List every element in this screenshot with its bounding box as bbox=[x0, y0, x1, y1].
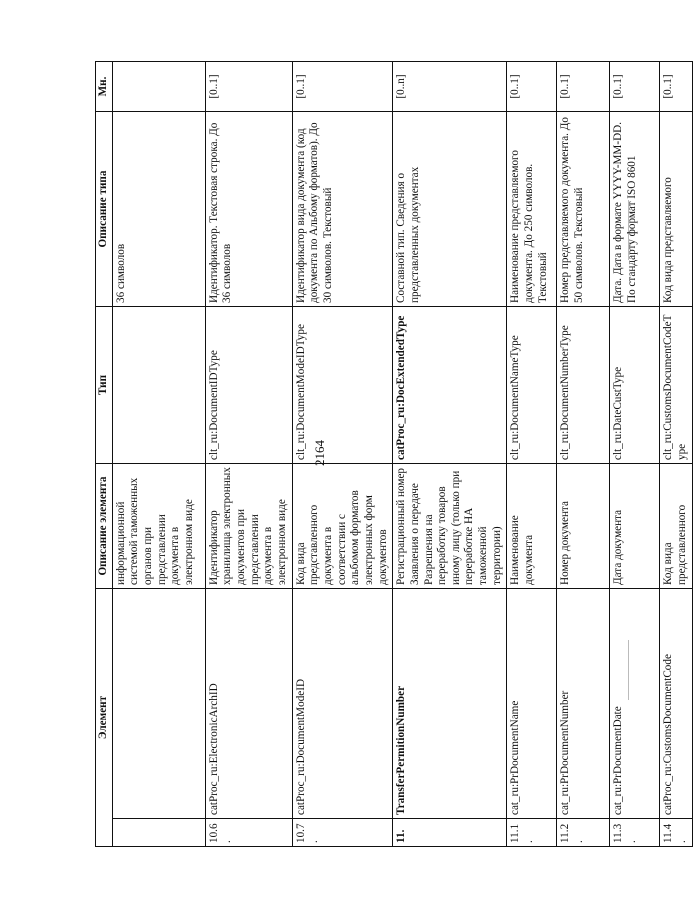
row-type-description: Номер представляемого документа. До 50 символов. Текстовый bbox=[557, 112, 610, 307]
elements-table bbox=[95, 61, 693, 847]
row-number: 11.1. bbox=[507, 819, 557, 847]
row-type-description: Идентификатор вида документа (код документа по Альбому форматов). До 30 символов. Текстовый bbox=[292, 112, 393, 307]
row-type: clt_ru:DocumentNameType bbox=[507, 307, 557, 464]
row-type-description: Код вида представляемого bbox=[660, 112, 692, 307]
header-type-description: Описание типа bbox=[96, 112, 113, 307]
table-row bbox=[292, 62, 393, 847]
row-min: [0..1] bbox=[507, 62, 557, 112]
table-row bbox=[112, 62, 205, 847]
row-min: [0..1] bbox=[557, 62, 610, 112]
row-element-description: Идентификатор хранилища электронных документов при представлении документа в электронном виде bbox=[205, 464, 292, 589]
row-type: clt_ru:DocumentIDType bbox=[205, 307, 292, 464]
row-type-description: Идентификатор. Текстовая строка. До 36 символов bbox=[205, 112, 292, 307]
row-type: clt_ru:DocumentModeIDType bbox=[292, 307, 393, 464]
row-type-description: 36 символов bbox=[112, 112, 205, 307]
row-element: cat_ru:PrDocumentDate bbox=[610, 589, 660, 819]
row-min: [0..n] bbox=[393, 62, 507, 112]
row-number: 11.2. bbox=[557, 819, 610, 847]
row-type: clt_ru:CustomsDocumentCodeType bbox=[660, 307, 692, 464]
row-min: [0..1] bbox=[610, 62, 660, 112]
row-min: [0..1] bbox=[292, 62, 393, 112]
row-element: catProc_ru:DocumentModeID bbox=[292, 589, 393, 819]
row-element-description: Код вида представленного bbox=[660, 464, 692, 589]
table-row bbox=[507, 62, 557, 847]
row-number: 11. bbox=[393, 819, 507, 847]
row-type bbox=[112, 307, 205, 464]
table-header-row bbox=[96, 62, 113, 847]
row-min: [0..1] bbox=[205, 62, 292, 112]
row-element: cat_ru:PrDocumentName bbox=[507, 589, 557, 819]
row-element-description: Наименование документа bbox=[507, 464, 557, 589]
row-number: 10.6. bbox=[205, 819, 292, 847]
row-element bbox=[112, 589, 205, 819]
row-min bbox=[112, 62, 205, 112]
row-min: [0..1] bbox=[660, 62, 692, 112]
row-type-description: Составной тип. Сведения о представленных документах bbox=[393, 112, 507, 307]
header-element-description: Описание элемента bbox=[96, 464, 113, 589]
row-element: cat_ru:PrDocumentNumber bbox=[557, 589, 610, 819]
header-min: Мн. bbox=[96, 62, 113, 112]
row-element-description: Дата документа bbox=[610, 464, 660, 589]
row-element-description: Код вида представленного документа в соответствии с альбомом форматов электронных форм документов bbox=[292, 464, 393, 589]
row-number: 10.7. bbox=[292, 819, 393, 847]
row-element-description: Номер документа bbox=[557, 464, 610, 589]
row-element: TransferPermitionNumber bbox=[393, 589, 507, 819]
table-row bbox=[393, 62, 507, 847]
row-number: 11.4. bbox=[660, 819, 692, 847]
row-type: catProc_ru:DocExtendedType bbox=[393, 307, 507, 464]
row-number: 11.3. bbox=[610, 819, 660, 847]
table-row bbox=[610, 62, 660, 847]
row-element: catProc_ru:ElectronicArchID bbox=[205, 589, 292, 819]
row-type-description: Наименование представляемого документа. До 250 символов. Текстовый bbox=[507, 112, 557, 307]
table-row bbox=[557, 62, 610, 847]
row-element: catProc_ru:CustomsDocumentCode bbox=[660, 589, 692, 819]
row-element-description: информационной системой таможенных органов при представлении документа в электронном виде bbox=[112, 464, 205, 589]
header-type: Тип bbox=[96, 307, 113, 464]
row-type: clt_ru:DocumentNumberType bbox=[557, 307, 610, 464]
table-row bbox=[660, 62, 692, 847]
page-number: 2164 bbox=[312, 440, 327, 466]
row-type: clt_ru:DateCustType bbox=[610, 307, 660, 464]
row-type-description: Дата. Дата в формате YYYY-MM-DD. По стандарту формат ISO 8601 bbox=[610, 112, 660, 307]
table-row bbox=[205, 62, 292, 847]
header-element: Элемент bbox=[96, 589, 113, 847]
rotated-table-container bbox=[95, 62, 689, 847]
row-number bbox=[112, 819, 205, 847]
row-element-description: Регистрационный номер Заявления о передаче Разрешения на переработку товаров иному лицу (только при переработке НА таможенной территории) bbox=[393, 464, 507, 589]
